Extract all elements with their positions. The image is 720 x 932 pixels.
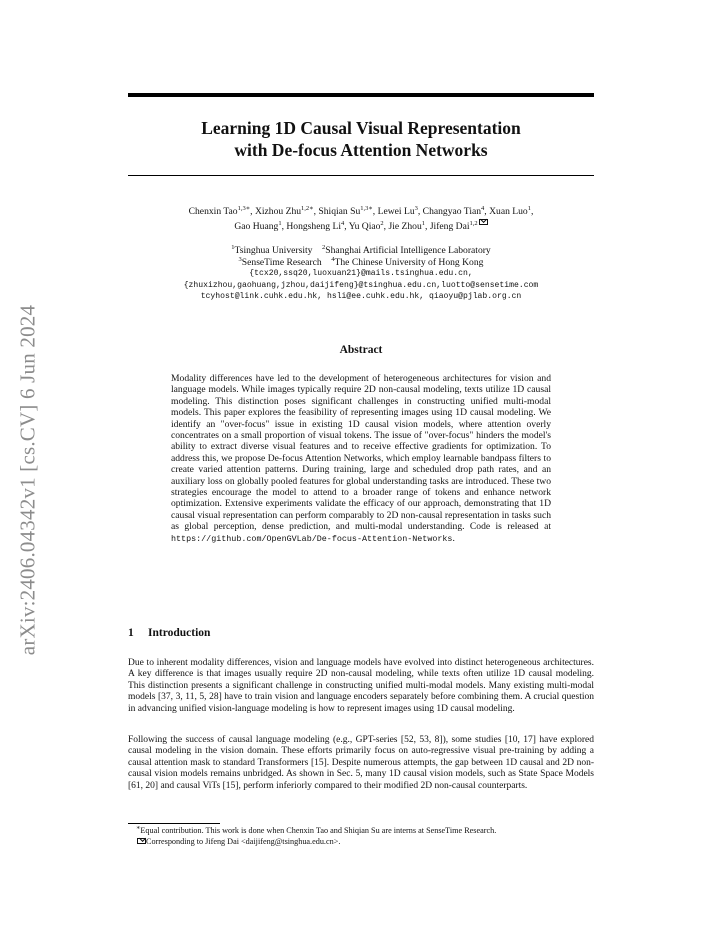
author-sep: , — [344, 220, 349, 232]
author-name: Xuan Luo — [489, 206, 528, 217]
affiliation-name: The Chinese University of Hong Kong — [334, 256, 484, 268]
author-affil-mark: 3 — [414, 204, 418, 212]
abstract-text: Modality differences have led to the development of heterogeneous architectures for vision and language models. While images typically require 2D non-causal modeling, texts utilize 1D causal modeling. This distinction poses significant challenges in constructing unified multi-modal models. This paper explores the feasibility of representing images using 1D causal modeling. We identify an "over-focus" issue in existing 1D causal vision models, where attention overly concentrates on a small proportion of visual tokens. The issue of "over-focus" hinders the model's ability to extract diverse visual features and to receive effective gradients for optimization. To address this, we propose De-focus Attention Networks, which employ learnable bandpass filters to create varied attention patterns. During training, large and scheduled drop path rates, and an auxiliary loss on globally pooled features for global understanding tasks are introduced. These two strategies encourage the model to attend to a broader range of tokens and enhance network optimization. Extensive experiments validate the efficacy of our approach, demonstrating that 1D causal visual representation can perform comparably to 2D non-causal representation in tasks such as global perception, dense prediction, and multi-modal understanding. Code is released at — [171, 373, 551, 533]
abstract-heading: Abstract — [339, 344, 383, 356]
author-name: Jifeng Dai — [429, 220, 470, 232]
email-line: tcyhost@link.cuhk.edu.hk, hsli@ee.cuhk.edu.hk, qiaoyu@pjlab.org.cn — [200, 292, 522, 302]
footnote-text: Corresponding to Jifeng Dai <daijifeng@tsinghua.edu.cn>. — [146, 836, 341, 846]
abstract-body — [171, 373, 551, 545]
author-sep: , — [530, 206, 534, 217]
affil-mark: 1 — [231, 243, 235, 251]
section-heading — [128, 627, 594, 639]
author-sep: , — [372, 206, 378, 217]
intro-paragraph: Following the success of causal language modeling (e.g., GPT-series [52, 53, 8]), some studies [10, 17] have explored causal modeling in the vision domain. These efforts primarily focus on auto-regressive visual pre-training by adding a causal attention mask to standard Transformers [15]. Despite numerous attempts, the gap between 1D causal and 2D non-causal vision models remains unbridged. As shown in Sec. 5, many 1D causal vision models, such as State Space Models [61, 20] and causal ViTs [15], perform inferiorly compared to their modified 2D non-causal counterparts. — [128, 735, 594, 791]
affil-mark: 2 — [322, 243, 326, 251]
intro-paragraph: Due to inherent modality differences, vision and language models have evolved into distinct heterogeneous architectures. A key difference is that images usually require 2D non-causal modeling, while texts often utilize 1D causal modeling. This distinction presents a significant challenge in constructing unified multi-modal models. Many existing multi-modal models [37, 3, 11, 5, 28] have to train vision and language encoders separately before combining them. A crucial question in advancing unified vision-language modeling is how to represent images using 1D causal modeling. — [128, 658, 594, 714]
author-affil-mark: 1 — [421, 219, 426, 227]
arxiv-sidebar — [15, 304, 40, 656]
author-sep: , — [281, 220, 287, 232]
envelope-icon — [479, 219, 488, 225]
author-sep: , — [425, 220, 430, 232]
author-name: Shiqian Su — [318, 206, 361, 217]
affil-mark: 3 — [238, 255, 242, 263]
author-sep: , — [417, 206, 423, 217]
title-line: Learning 1D Causal Visual Representation — [201, 118, 521, 138]
paper-title — [128, 117, 594, 161]
author-affil-mark: 4 — [481, 204, 485, 212]
author-sep: , — [313, 206, 319, 217]
footnote-mark: ∗ — [136, 824, 141, 832]
author-name: Yu Qiao — [348, 220, 381, 232]
footnote-text: Equal contribution. This work is done when Chenxin Tao and Shiqian Su are interns at SenseTime Research. — [140, 826, 497, 835]
author-name: Jie Zhou — [388, 220, 422, 232]
author-sep: , — [383, 220, 389, 232]
affil-mark: 4 — [331, 255, 335, 263]
footnotes — [136, 826, 606, 847]
footnote-corresponding — [136, 837, 606, 848]
author-line — [128, 206, 594, 219]
author-affil-mark: 2 — [380, 219, 384, 227]
author-name: Lewei Lu — [377, 206, 415, 217]
abstract-end: . — [452, 532, 455, 544]
title-rule-bottom — [128, 175, 594, 176]
envelope-icon — [137, 838, 146, 844]
title-rule-top — [128, 93, 594, 97]
affiliation-line — [118, 257, 604, 269]
email-line: {zhuxizhou,gaohuang,jzhou,daijifeng}@tsinghua.edu.cn,luotto@sensetime.com — [183, 280, 539, 290]
author-name: Xizhou Zhu — [254, 206, 302, 217]
section-title: Introduction — [148, 627, 211, 639]
author-name: Chenxin Tao — [188, 206, 238, 217]
code-url-link[interactable]: https://github.com/OpenGVLab/De-focus-Attention-Networks — [171, 533, 453, 544]
title-line: with De-focus Attention Networks — [234, 140, 488, 160]
author-affil-mark: 1 — [527, 204, 531, 212]
section-number: 1 — [128, 627, 134, 639]
affiliation-name: Shanghai Artificial Intelligence Laboratory — [325, 245, 491, 256]
affiliation-line — [118, 245, 604, 257]
author-line — [128, 219, 594, 234]
author-sep: , — [250, 206, 255, 217]
author-name: Hongsheng Li — [286, 220, 341, 232]
affiliation-name: Tsinghua University — [234, 245, 313, 256]
footnote-equal-contribution — [136, 826, 606, 837]
author-affil-mark: 4 — [341, 219, 345, 227]
affiliation-name: SenseTime Research — [241, 256, 322, 268]
author-list — [128, 206, 594, 233]
author-affil-mark: 1,2 — [470, 220, 488, 227]
author-affil-mark: 1,2∗ — [301, 204, 314, 212]
email-line: {tcx20,ssq20,luoxuan21}@mails.tsinghua.edu.cn, — [249, 269, 473, 279]
author-affil-mark: 1,3∗ — [237, 204, 251, 212]
author-affil-mark: 1,3∗ — [360, 204, 373, 212]
footnote-rule — [128, 823, 220, 824]
author-sep: , — [484, 206, 490, 217]
author-name: Changyao Tian — [422, 206, 482, 217]
affiliation-block — [118, 245, 604, 303]
author-name: Gao Huang — [234, 220, 279, 232]
author-affil-mark: 1 — [278, 219, 282, 227]
arxiv-identifier: arXiv:2406.04342v1 [cs.CV] 6 Jun 2024 — [15, 304, 40, 656]
